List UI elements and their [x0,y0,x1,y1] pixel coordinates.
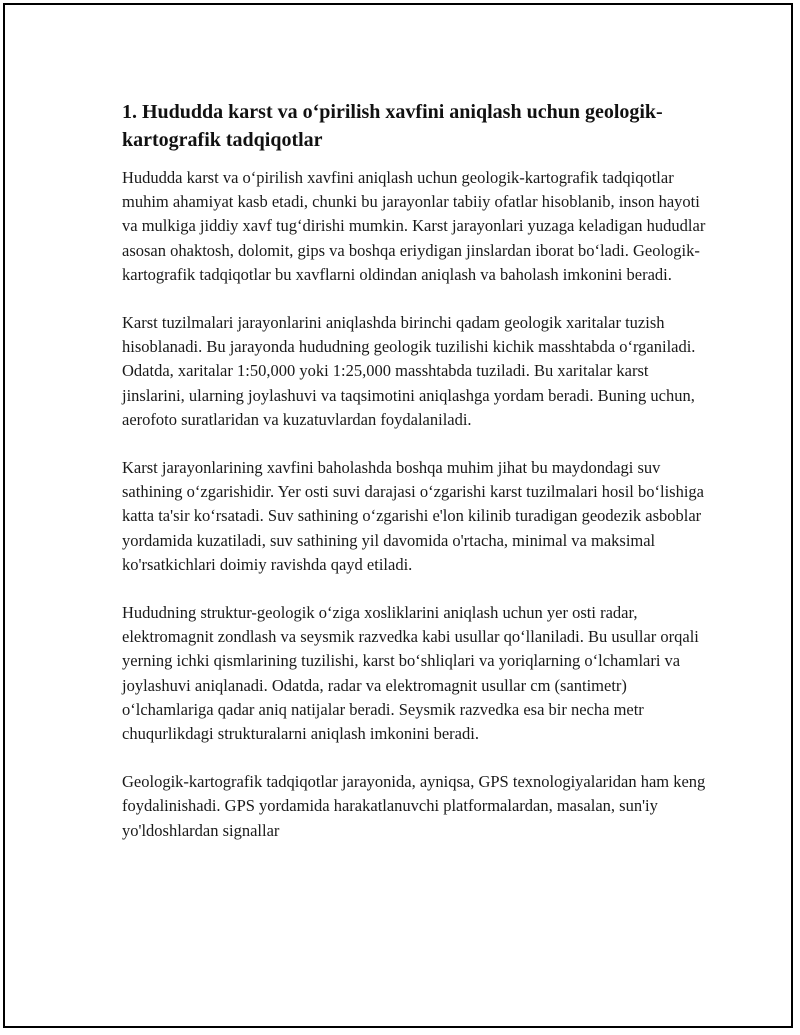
document-body [122,98,712,867]
paragraph-water-level: Karst jarayonlarining xavfini baholashda boshqa muhim jihat bu maydondagi suv sathining o‘zgarishidir. Yer osti suvi darajasi o‘zgarishi karst tuzilmalari hosil bo‘lishiga katta ta'sir ko‘rsatadi. Suv sathining o‘zgarishi e'lon kilinib turadigan geodezik asboblar yordamida kuzatiladi, suv sathining yil davomida o'rtacha, minimal va maksimal ko'rsatkichlari doimiy ravishda qayd etiladi. [122,458,704,574]
paragraph-gps: Geologik-kartografik tadqiqotlar jarayonida, ayniqsa, GPS texnologiyalaridan ham keng foydalinishadi. GPS yordamida harakatlanuvchi platformalardan, masalan, sun'iy yo'ldoshlardan signallar [122,772,706,840]
paragraph-karst-intro: Hududda karst va o‘pirilish xavfini aniqlash uchun geologik-kartografik tadqiqotlar muhim ahamiyat kasb etadi, chunki bu jarayonlar tabiiy ofatlar hisoblanib, inson hayoti va mulkiga jiddiy xavf tug‘dirishi mumkin. Karst jarayonlari yuzaga keladigan hududlar asosan ohaktosh, dolomit, gips va boshqa eriydigan jinslardan iborat bo‘ladi. Geologik-kartografik tadqiqotlar bu xavflarni oldindan aniqlash va baholash imkonini beradi. [122,168,706,284]
paragraph-geophysical-methods: Hududning struktur-geologik o‘ziga xosliklarini aniqlash uchun yer osti radar, elektromagnit zondlash va seysmik razvedka kabi usullar qo‘llaniladi. Bu usullar orqali yerning ichki qismlarining tuzilishi, karst bo‘shliqlari va yoriqlarning o‘lchamlari va joylashuvi aniqlanadi. Odatda, radar va elektromagnit usullar cm (santimetr) o‘lchamlariga qadar aniq natijalar beradi. Seysmik razvedka esa bir necha metr chuqurlikdagi strukturalarni aniqlash imkonini beradi. [122,603,699,744]
paragraph-geologic-maps: Karst tuzilmalari jarayonlarini aniqlashda birinchi qadam geologik xaritalar tuzish hisoblanadi. Bu jarayonda hududning geologik tuzilishi kichik masshtabda o‘rganiladi. Odatda, xaritalar 1:50,000 yoki 1:25,000 masshtabda tuziladi. Bu xaritalar karst jinslarini, ularning joylashuvi va taqsimotini aniqlashga yordam beradi. Buning uchun, aerofoto suratlaridan va kuzatuvlardan foydalaniladi. [122,313,696,429]
section-title: 1. Hududda karst va o‘pirilish xavfini aniqlash uchun geologik-kartografik tadqiqotlar [122,101,663,151]
page-frame [3,3,793,1028]
